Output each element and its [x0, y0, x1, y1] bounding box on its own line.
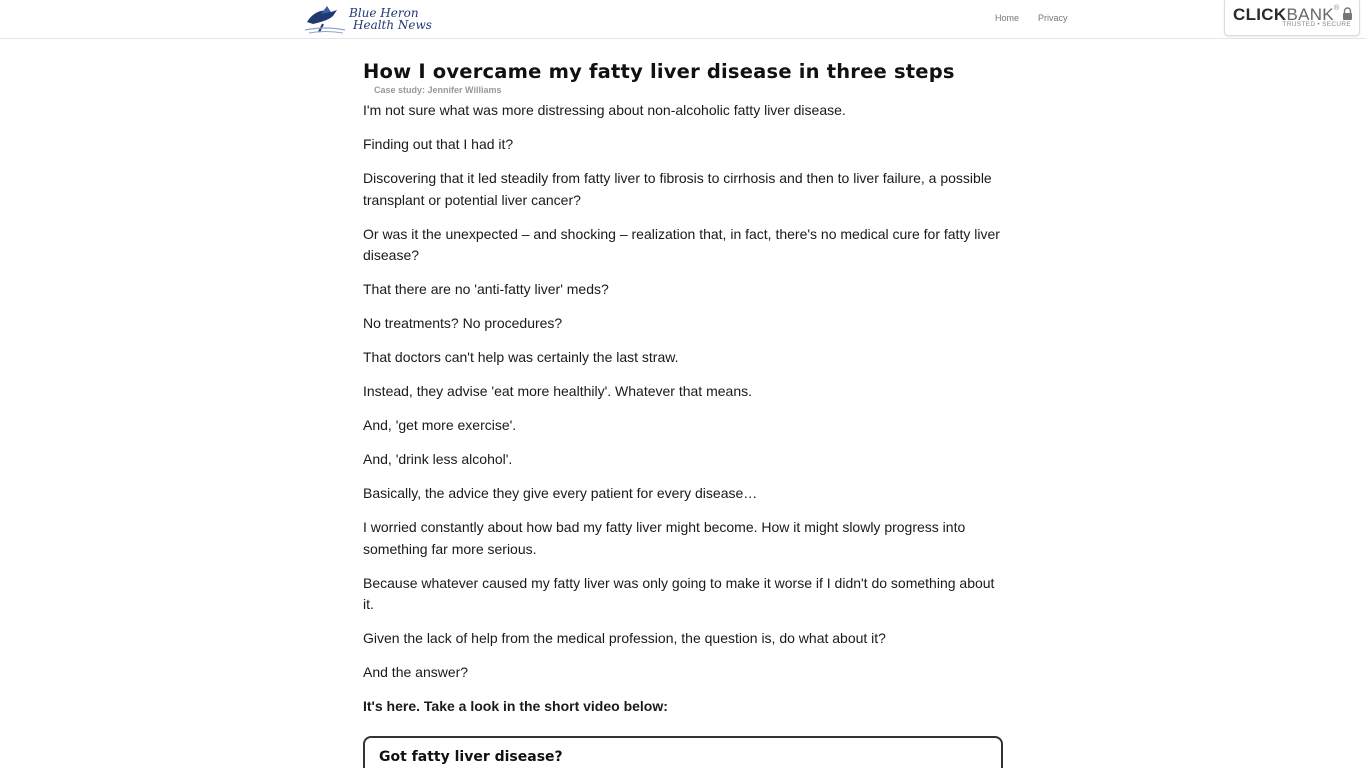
heron-logo-icon [303, 2, 347, 36]
paragraph: Instead, they advise 'eat more healthily'. Whatever that means. [363, 383, 752, 399]
registered-mark: ® [1333, 5, 1340, 12]
paragraph: I'm not sure what was more distressing about non-alcoholic fatty liver disease. [363, 102, 846, 118]
article-title: How I overcame my fatty liver disease in three steps [363, 60, 955, 83]
paragraph: I worried constantly about how bad my fatty liver might become. How it might slowly progress into something far more serious. [363, 519, 966, 557]
nav-privacy-link[interactable]: Privacy [1038, 13, 1068, 23]
clickbank-bold: CLICK [1233, 5, 1287, 24]
paragraph: That there are no 'anti-fatty liver' meds? [363, 281, 609, 297]
site-header [0, 0, 1366, 39]
article-byline: Case study: Jennifer Williams [374, 85, 502, 95]
clickbank-light: BANK [1286, 5, 1334, 24]
nav-home-link[interactable]: Home [995, 13, 1020, 23]
video-box [363, 736, 1003, 768]
lock-icon [1342, 7, 1353, 20]
clickbank-badge [1224, 0, 1360, 36]
paragraph: Finding out that I had it? [363, 136, 514, 152]
paragraph: Basically, the advice they give every patient for every disease… [363, 485, 758, 501]
paragraph: And the answer? [363, 664, 469, 680]
site-logo[interactable] [303, 2, 438, 36]
main-nav [995, 13, 1068, 23]
paragraph: And, 'get more exercise'. [363, 417, 517, 433]
video-intro-paragraph: It's here. Take a look in the short video below: [363, 698, 668, 714]
paragraph: Given the lack of help from the medical profession, the question is, do what about it? [363, 630, 886, 646]
paragraph: Or was it the unexpected – and shocking – realization that, in fact, there's no medical cure for fatty liver disease? [363, 225, 1000, 263]
video-box-heading: Got fatty liver disease? [379, 749, 563, 765]
logo-text [349, 7, 432, 31]
logo-line-2: Health News [353, 18, 432, 32]
logo-line-1: Blue Heron [349, 6, 419, 20]
article [363, 58, 1003, 730]
paragraph: Because whatever caused my fatty liver was only going to make it worse if I didn't do something about it. [363, 574, 995, 612]
paragraph: Discovering that it led steadily from fatty liver to fibrosis to cirrhosis and then to liver failure, a possible transplant or potential liver cancer? [363, 170, 992, 208]
clickbank-tagline: TRUSTED • SECURE [1282, 21, 1351, 28]
paragraph: No treatments? No procedures? [363, 315, 563, 331]
paragraph: And, 'drink less alcohol'. [363, 451, 513, 467]
paragraph: That doctors can't help was certainly the last straw. [363, 349, 679, 365]
